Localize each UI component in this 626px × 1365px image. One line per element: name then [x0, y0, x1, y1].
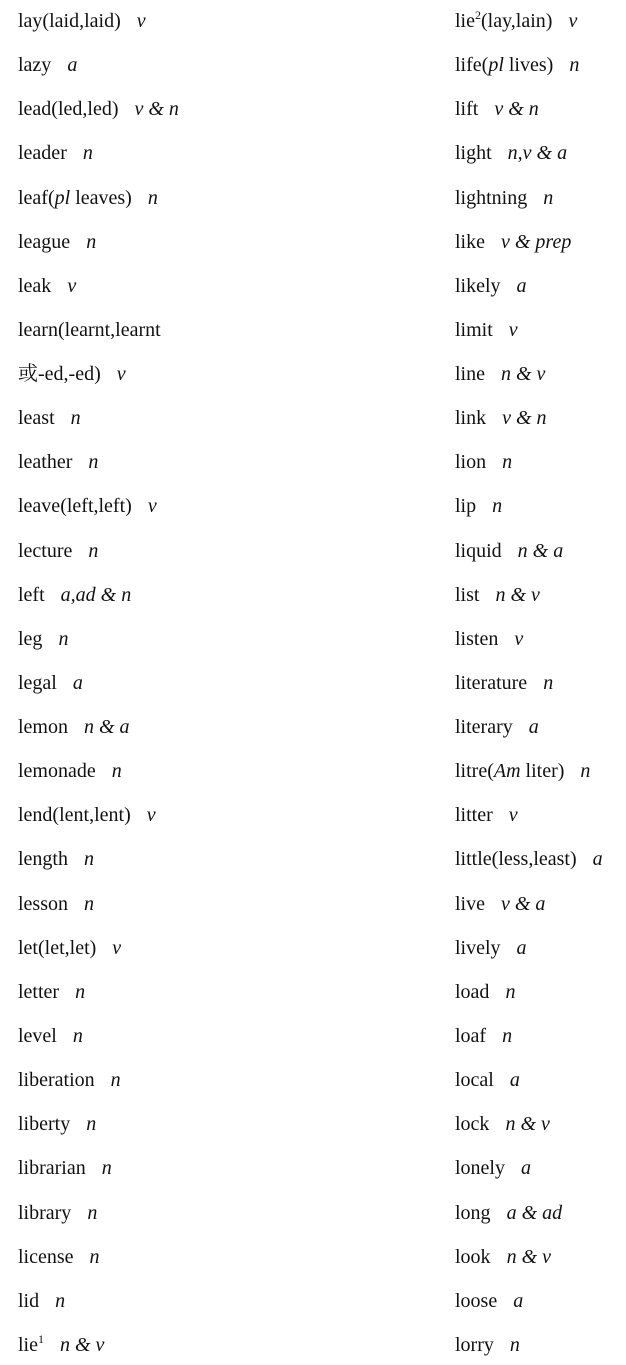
headword: [455, 628, 498, 650]
headword-text: lemonade: [18, 760, 96, 783]
headword-text: look: [455, 1245, 491, 1268]
part-of-speech: v: [146, 804, 156, 827]
headword: [455, 1334, 494, 1356]
part-of-speech: n: [147, 186, 158, 209]
headword-text: leather: [18, 451, 73, 474]
headword: [455, 231, 485, 253]
part-of-speech: v: [508, 804, 518, 827]
vocab-entry: [18, 97, 179, 121]
vocab-entry: [455, 141, 567, 165]
homograph-number: 1: [38, 1331, 44, 1346]
part-of-speech: n: [89, 1245, 100, 1268]
vocab-entry: [455, 1112, 550, 1136]
headword: [18, 981, 59, 1003]
headword-text: life(: [455, 54, 489, 77]
headword: [18, 451, 72, 473]
vocab-entry: [455, 186, 553, 210]
headword: [455, 275, 501, 297]
vocab-entry: [18, 1289, 65, 1313]
vocab-entry: [455, 936, 527, 960]
headword-text: (lay,lain): [481, 10, 553, 32]
vocab-entry: [455, 274, 527, 298]
headword: [18, 10, 121, 32]
headword-text: load: [455, 980, 490, 1003]
headword: [18, 363, 101, 385]
part-of-speech: v: [508, 318, 518, 341]
vocab-entry: [455, 450, 512, 474]
headword: [455, 363, 485, 385]
headword-text: local: [455, 1069, 494, 1092]
headword-text: letter: [18, 980, 60, 1003]
vocab-entry: [18, 583, 131, 607]
headword-italic: pl: [488, 54, 504, 77]
part-of-speech: n: [87, 1201, 98, 1224]
vocab-entry: [455, 97, 539, 121]
headword: [18, 1157, 86, 1179]
headword-text: lip: [455, 495, 477, 518]
part-of-speech: n: [543, 671, 554, 694]
part-of-speech: a: [509, 1069, 520, 1092]
headword-text: leader: [18, 142, 67, 165]
headword-text: legal: [18, 671, 57, 694]
part-of-speech: n: [492, 495, 503, 518]
headword: [455, 804, 493, 826]
vocab-entry: [455, 759, 590, 783]
headword-text: lonely: [455, 1157, 505, 1180]
headword: [455, 319, 493, 341]
headword: [455, 848, 577, 870]
headword-text: line: [455, 363, 485, 386]
part-of-speech: n & a: [517, 539, 564, 562]
part-of-speech: n: [88, 539, 99, 562]
part-of-speech: n: [111, 760, 122, 783]
vocab-entry: [455, 1068, 520, 1092]
headword: [18, 1202, 71, 1224]
headword-italic: Am: [493, 760, 521, 783]
part-of-speech: v: [116, 363, 126, 386]
headword: [18, 1290, 39, 1312]
part-of-speech: n & v: [495, 583, 540, 606]
part-of-speech: n & v: [506, 1245, 551, 1268]
headword: [18, 584, 45, 606]
headword-text: lid: [18, 1289, 40, 1312]
vocab-entry: [18, 1156, 112, 1180]
part-of-speech: a: [521, 1157, 531, 1180]
part-of-speech: v & a: [501, 892, 546, 915]
part-of-speech: a: [516, 274, 527, 297]
headword-text: loaf: [455, 1024, 487, 1047]
headword-text: license: [18, 1245, 74, 1268]
part-of-speech: n: [84, 892, 94, 915]
part-of-speech: n: [101, 1157, 112, 1180]
part-of-speech: a & ad: [506, 1201, 563, 1224]
headword: [455, 672, 527, 694]
part-of-speech: a: [528, 716, 539, 739]
headword-text: lesson: [18, 892, 68, 915]
headword-text: liter): [520, 760, 565, 783]
headword: [18, 937, 96, 959]
headword-text: liberty: [18, 1113, 71, 1136]
part-of-speech: n: [505, 980, 516, 1003]
part-of-speech: a: [592, 848, 603, 871]
headword: [455, 1113, 489, 1135]
headword-text: list: [455, 583, 480, 606]
vocab-entry: [18, 892, 94, 916]
vocab-entry: [18, 1245, 100, 1269]
headword: [455, 451, 486, 473]
headword: [18, 1331, 44, 1356]
headword-text: learn(learnt,learnt: [18, 318, 161, 341]
part-of-speech: n: [543, 186, 554, 209]
part-of-speech: a,ad & n: [60, 583, 132, 606]
headword: [455, 407, 486, 429]
headword-text: like: [455, 230, 485, 253]
part-of-speech: v & n: [494, 98, 539, 121]
headword-text: let(let,let): [18, 936, 97, 959]
vocab-entry: [18, 936, 121, 960]
headword-text: league: [18, 230, 71, 253]
part-of-speech: n: [75, 980, 86, 1003]
vocab-entry: [18, 406, 81, 430]
headword-text: leg: [18, 627, 43, 650]
headword-text: litter: [455, 804, 493, 827]
headword-text: length: [18, 848, 68, 871]
vocab-entry: [18, 715, 130, 739]
headword: [18, 319, 161, 341]
headword: [455, 1069, 494, 1091]
part-of-speech: n: [88, 451, 99, 474]
headword: [18, 1025, 57, 1047]
headword: [18, 187, 132, 209]
headword: [18, 1246, 74, 1268]
vocab-entry: [455, 1201, 562, 1225]
headword: [18, 495, 132, 517]
vocab-entry: [455, 627, 523, 651]
headword-text: lion: [455, 451, 487, 474]
headword: [455, 495, 476, 517]
headword: [455, 1157, 505, 1179]
vocab-entry: [455, 494, 502, 518]
headword: [455, 981, 489, 1003]
vocab-entry: [455, 803, 518, 827]
headword: [455, 187, 527, 209]
headword-text: long: [455, 1201, 491, 1224]
part-of-speech: n & v: [501, 363, 546, 386]
vocab-entry: [18, 53, 77, 77]
vocab-entry: [18, 186, 158, 210]
headword: [455, 1202, 491, 1224]
headword: [18, 407, 55, 429]
part-of-speech: a: [72, 671, 83, 694]
headword: [18, 672, 57, 694]
vocab-entry: [455, 1156, 531, 1180]
vocab-entry: [455, 362, 545, 386]
headword-text: little(less,least): [455, 848, 577, 871]
part-of-speech: n: [58, 627, 69, 650]
part-of-speech: n & a: [84, 716, 130, 739]
part-of-speech: v: [147, 495, 157, 518]
headword: [18, 628, 42, 650]
headword: [455, 142, 492, 164]
headword-text: liquid: [455, 539, 502, 562]
headword-text: lock: [455, 1113, 490, 1136]
headword: [455, 98, 478, 120]
vocab-entry: [455, 1024, 512, 1048]
headword-text: listen: [455, 627, 499, 650]
vocab-entry: [455, 715, 539, 739]
headword-text: literary: [455, 716, 513, 739]
part-of-speech: v: [112, 936, 122, 959]
part-of-speech: n: [569, 54, 580, 77]
headword: [455, 540, 502, 562]
headword-text: lead(led,led): [18, 98, 119, 121]
headword-text: left: [18, 583, 45, 606]
headword: [18, 231, 70, 253]
part-of-speech: n: [72, 1024, 83, 1047]
part-of-speech: v & n: [134, 98, 179, 121]
vocab-entry: [455, 1245, 551, 1269]
headword-text: leak: [18, 274, 52, 297]
headword-text: lightning: [455, 186, 528, 209]
headword-italic: pl: [54, 186, 71, 209]
headword: [455, 893, 485, 915]
headword: [455, 10, 552, 32]
part-of-speech: a: [513, 1289, 524, 1312]
vocab-entry: [18, 450, 98, 474]
vocab-entry: [18, 627, 68, 651]
part-of-speech: a: [67, 54, 78, 77]
part-of-speech: v: [136, 10, 146, 32]
headword: [18, 98, 119, 120]
headword-text: loose: [455, 1289, 498, 1312]
headword-text: leaves): [70, 186, 132, 209]
vocab-entry: [455, 406, 547, 430]
headword-text: literature: [455, 671, 528, 694]
vocab-entry: [18, 274, 76, 298]
headword-text: likely: [455, 274, 501, 297]
vocab-entry: [18, 759, 122, 783]
headword-text: leaf(: [18, 186, 55, 209]
vocab-entry: [455, 671, 553, 695]
headword-text: lemon: [18, 716, 68, 739]
part-of-speech: n: [580, 760, 591, 783]
headword-text: light: [455, 142, 492, 165]
headword: [455, 1246, 491, 1268]
headword-text: link: [455, 407, 487, 430]
headword-text: lively: [455, 936, 501, 959]
vocab-entry: [455, 583, 540, 607]
vocab-entry: [18, 141, 93, 165]
headword: [455, 54, 553, 76]
headword: [18, 275, 51, 297]
headword-text: lend(lent,lent): [18, 804, 131, 827]
headword-text: lives): [503, 54, 554, 77]
vocab-entry: [18, 671, 83, 695]
headword-text: 或-ed,-ed): [18, 363, 101, 386]
vocab-entry: [455, 230, 571, 254]
vocab-entry: [455, 9, 577, 33]
part-of-speech: n & v: [505, 1113, 550, 1136]
vocab-entry: [455, 1333, 520, 1357]
headword-text: library: [18, 1201, 72, 1224]
headword-text: lecture: [18, 539, 73, 562]
vocab-entry: [18, 1024, 83, 1048]
vocab-entry: [18, 1201, 97, 1225]
vocab-entry: [455, 892, 545, 916]
headword: [18, 142, 67, 164]
headword: [18, 54, 51, 76]
part-of-speech: n: [502, 1024, 513, 1047]
headword-text: lazy: [18, 54, 52, 77]
part-of-speech: n: [502, 451, 513, 474]
part-of-speech: n: [84, 848, 94, 871]
headword-text: liberation: [18, 1069, 95, 1092]
vocab-entry: [18, 539, 98, 563]
headword: [455, 584, 479, 606]
headword-text: lorry: [455, 1333, 494, 1356]
vocab-entry: [18, 1068, 121, 1092]
part-of-speech: v: [67, 274, 77, 297]
headword: [18, 1069, 95, 1091]
headword: [455, 937, 501, 959]
headword: [18, 804, 131, 826]
part-of-speech: v & prep: [501, 230, 572, 253]
headword-text: lie: [18, 1333, 38, 1356]
headword: [18, 716, 68, 738]
headword: [455, 760, 564, 782]
part-of-speech: v: [568, 10, 578, 32]
vocab-entry: [455, 539, 563, 563]
headword-text: litre(: [455, 760, 494, 783]
vocab-entry: [18, 9, 146, 33]
headword-text: limit: [455, 318, 493, 341]
vocab-entry: [18, 230, 96, 254]
headword-text: librarian: [18, 1157, 86, 1180]
headword: [455, 1025, 486, 1047]
headword-text: lift: [455, 98, 479, 121]
headword: [18, 848, 68, 870]
headword-text: least: [18, 407, 55, 430]
vocab-entry: [18, 803, 156, 827]
vocab-entry: [18, 362, 126, 386]
headword: [18, 1113, 70, 1135]
headword-text: lay(laid,laid): [18, 10, 121, 32]
headword-text: leave(left,left): [18, 495, 132, 518]
headword: [18, 540, 72, 562]
headword: [455, 716, 513, 738]
headword-text: live: [455, 892, 485, 915]
part-of-speech: n: [70, 407, 81, 430]
headword-text: lie: [455, 10, 475, 32]
vocab-entry: [455, 980, 515, 1004]
part-of-speech: v & n: [502, 407, 547, 430]
part-of-speech: n,v & a: [507, 142, 568, 165]
vocab-entry: [18, 847, 94, 871]
headword: [18, 760, 96, 782]
headword: [18, 893, 68, 915]
part-of-speech: v: [514, 627, 524, 650]
vocab-entry: [18, 980, 85, 1004]
headword-text: level: [18, 1024, 57, 1047]
vocab-entry: [18, 318, 161, 342]
part-of-speech: a: [516, 936, 527, 959]
part-of-speech: n: [55, 1289, 66, 1312]
vocab-entry: [455, 1289, 523, 1313]
vocab-entry: [18, 1112, 96, 1136]
vocab-entry: [455, 318, 518, 342]
part-of-speech: n: [110, 1069, 121, 1092]
vocab-entry: [18, 1333, 104, 1357]
vocab-entry: [455, 53, 579, 77]
part-of-speech: n: [86, 230, 97, 253]
part-of-speech: n: [509, 1333, 520, 1356]
part-of-speech: n: [86, 1113, 97, 1136]
headword: [455, 1290, 497, 1312]
homograph-number: 2: [475, 8, 481, 22]
part-of-speech: n: [82, 142, 93, 165]
part-of-speech: n & v: [60, 1333, 105, 1356]
vocab-entry: [18, 494, 157, 518]
vocab-entry: [455, 847, 603, 871]
